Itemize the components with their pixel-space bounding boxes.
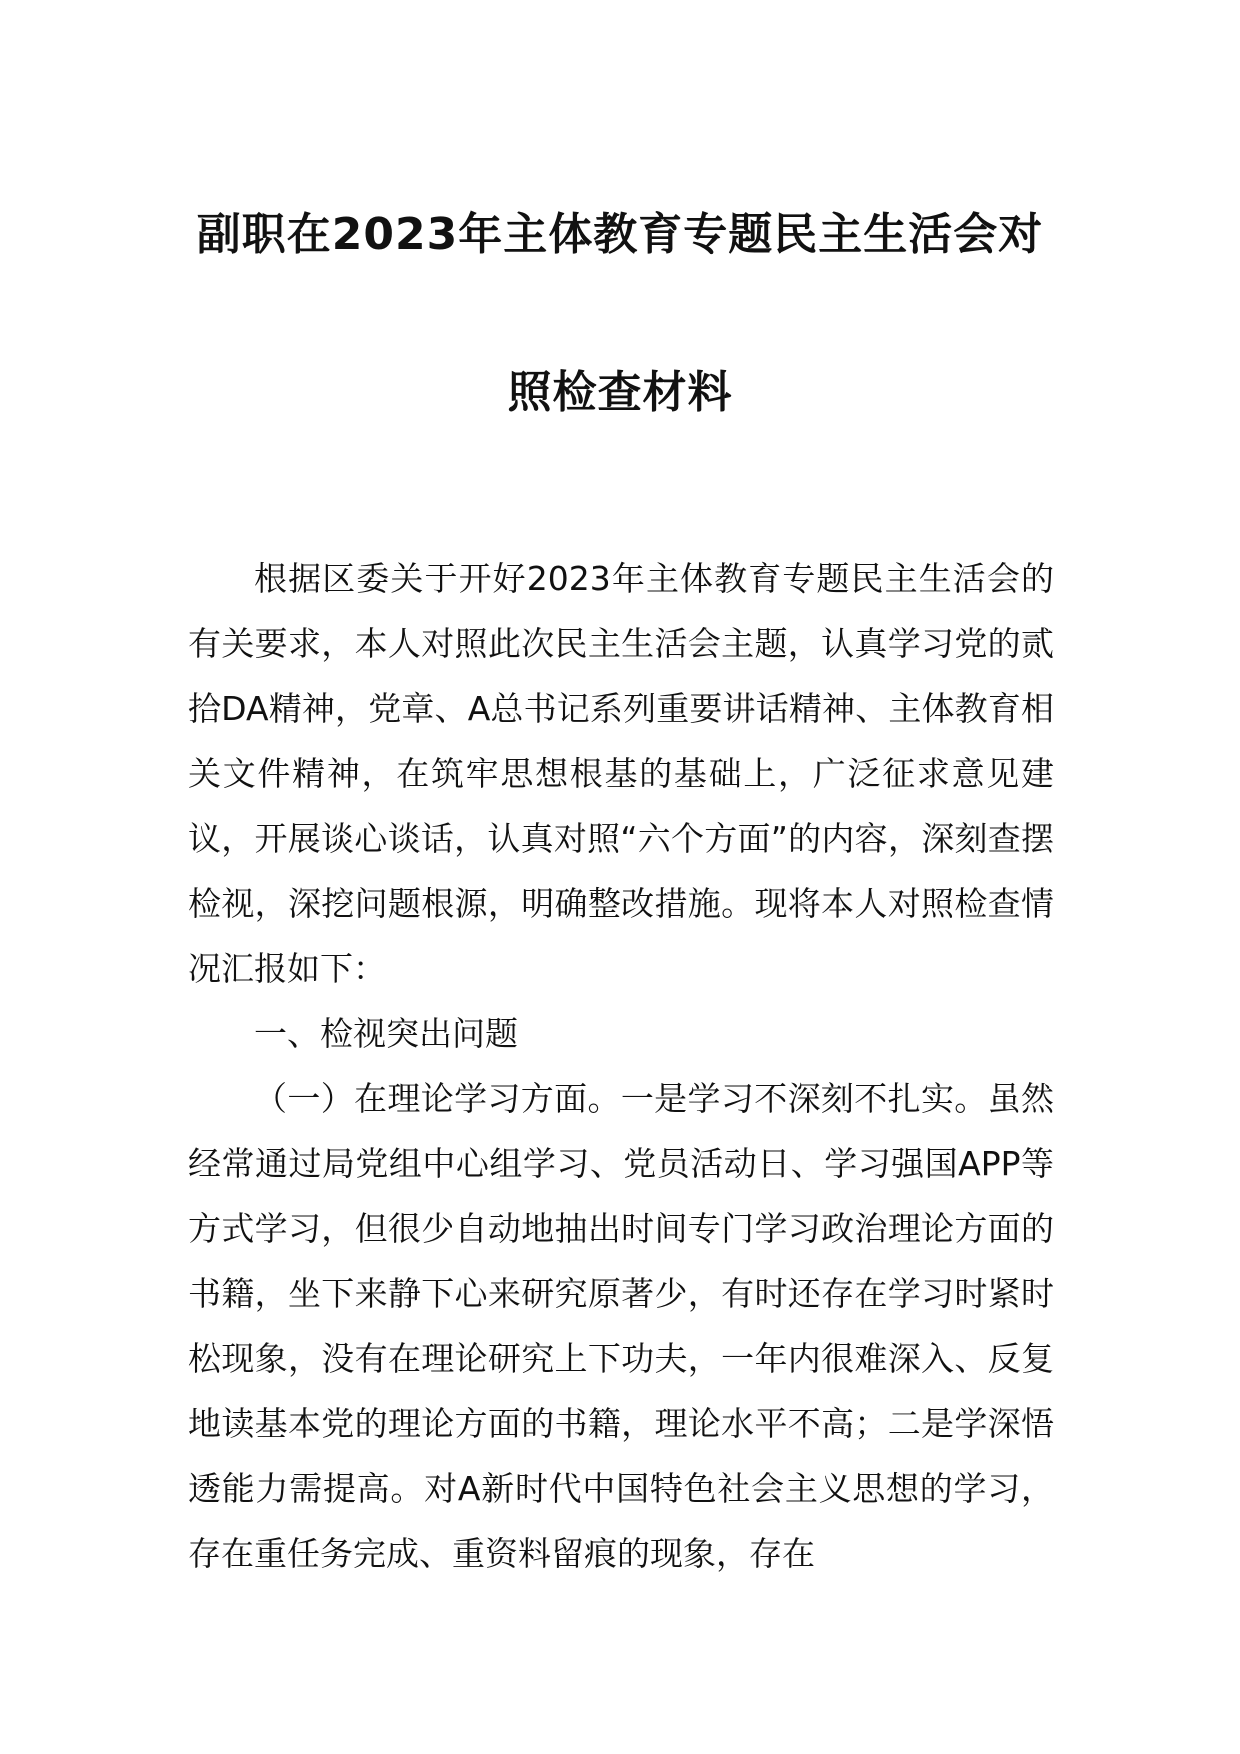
document-title-line-2: 照检查材料 <box>507 367 733 418</box>
document-body <box>188 546 1054 1586</box>
intro-paragraph: 根据区委关于开好2023年主体教育专题民主生活会的有关要求，本人对照此次民主生活会主题，认真学习党的贰拾DA精神，党章、A总书记系列重要讲话精神、主体教育相关文件精神，在筑牢思想根基的基础上，广泛征求意见建议，开展谈心谈话，认真对照“六个方面”的内容，深刻查摆检视，深挖问题根源，明确整改措施。现将本人对照检查情况汇报如下： <box>188 559 1054 988</box>
section-heading: 一、检视突出问题 <box>254 1014 518 1053</box>
theory-study-paragraph: （一）在理论学习方面。一是学习不深刻不扎实。虽然经常通过局党组中心组学习、党员活动日、学习强国APP等方式学习，但很少自动地抽出时间专门学习政治理论方面的书籍，坐下来静下心来研究原著少，有时还存在学习时紧时松现象，没有在理论研究上下功夫，一年内很难深入、反复地读基本党的理论方面的书籍，理论水平不高；二是学深悟透能力需提高。对A新时代中国特色社会主义思想的学习，存在重任务完成、重资料留痕的现象，存在 <box>188 1079 1054 1573</box>
document-title-line-1: 副职在2023年主体教育专题民主生活会对 <box>196 209 1044 260</box>
